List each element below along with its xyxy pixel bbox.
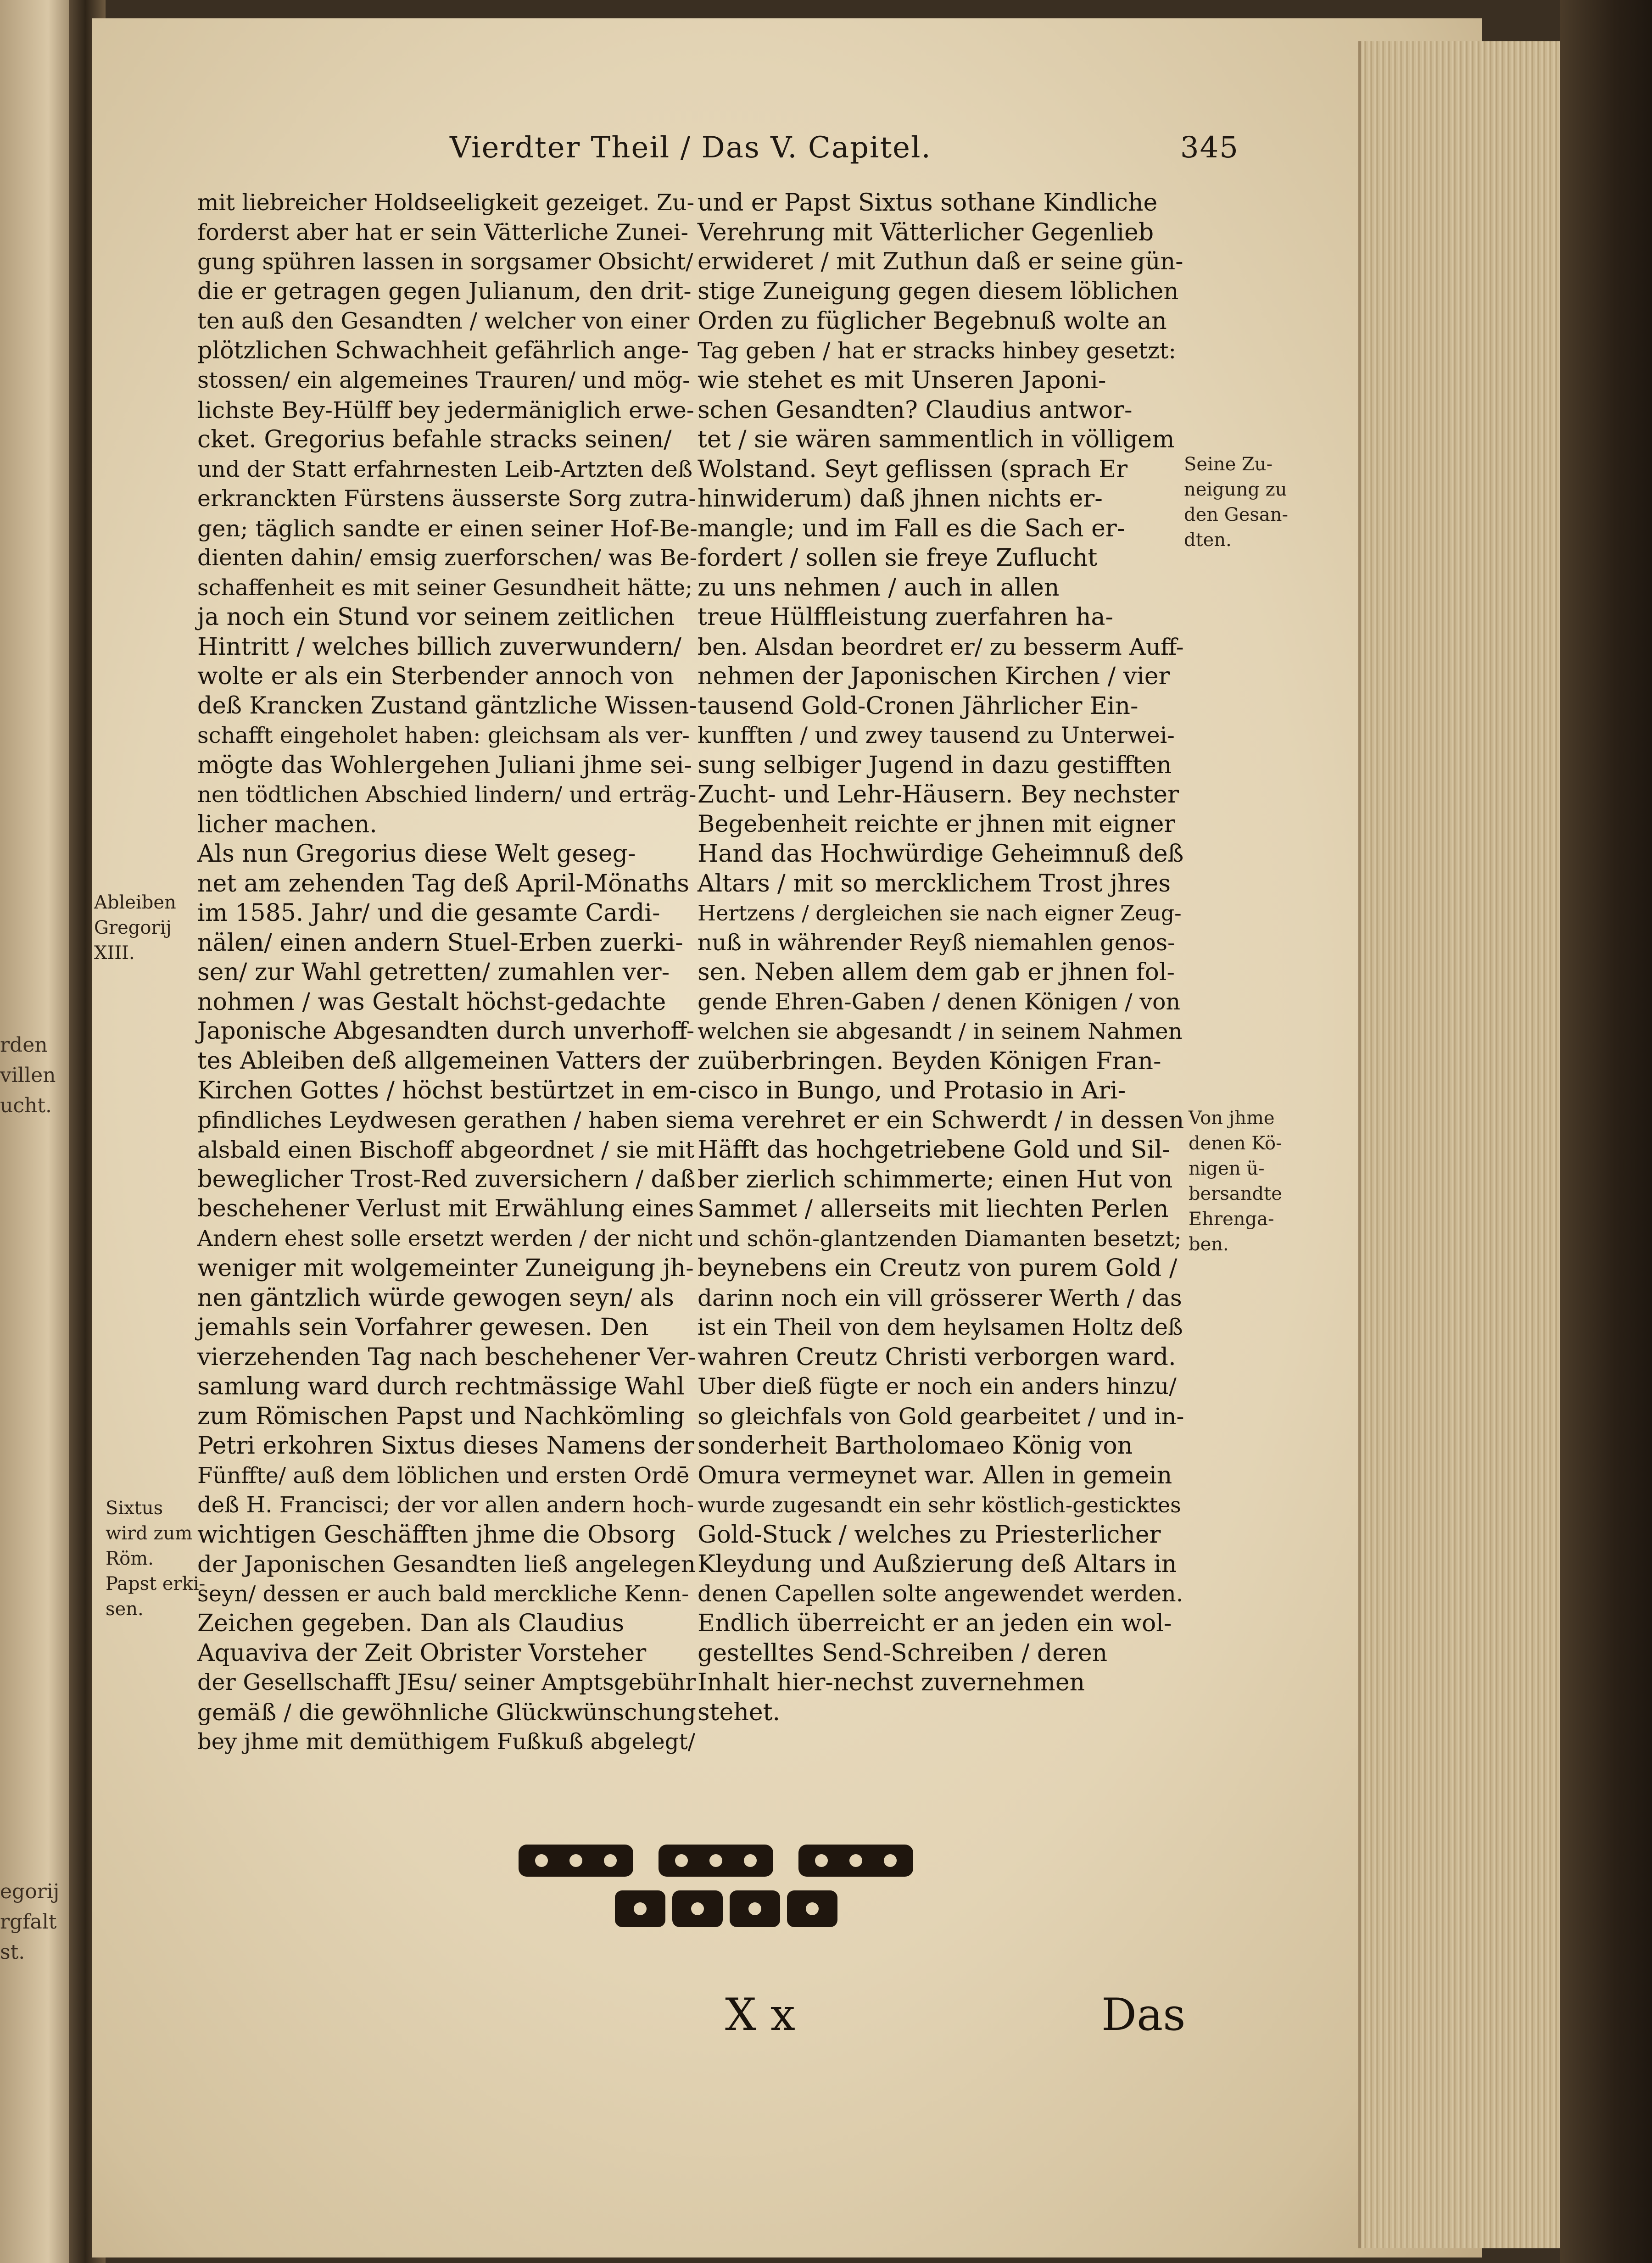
text-line: ben. Alsdan beordret er/ zu besserm Auff- bbox=[698, 633, 1184, 660]
text-line: forderst aber hat er sein Vätterliche Zunei- bbox=[197, 219, 689, 245]
text-line: Petri erkohren Sixtus dieses Namens der bbox=[197, 1432, 694, 1460]
text-line: sung selbiger Jugend in dazu gestifften bbox=[698, 751, 1172, 779]
text-line: stige Zuneigung gegen diesem löblichen bbox=[698, 278, 1179, 305]
text-line: nen gäntzlich würde gewogen seyn/ als bbox=[197, 1284, 674, 1312]
text-line: wurde zugesandt ein sehr köstlich-gesticktes bbox=[698, 1493, 1181, 1517]
text-line: wolte er als ein Sterbender annoch von bbox=[197, 663, 674, 690]
text-line: cisco in Bungo, und Protasio in Ari- bbox=[698, 1077, 1126, 1104]
text-line: tausend Gold-Cronen Jährlicher Ein- bbox=[698, 692, 1139, 720]
text-line: net am zehenden Tag deß April-Mönaths bbox=[197, 870, 689, 897]
text-line: weniger mit wolgemeinter Zuneigung jh- bbox=[197, 1254, 694, 1282]
text-line: cket. Gregorius befahle stracks seinen/ bbox=[197, 426, 672, 453]
page-number: 345 bbox=[1180, 131, 1239, 165]
text-line: Andern ehest solle ersetzt werden / der nicht bbox=[197, 1226, 693, 1251]
facing-page-margin-fragment: egorij rgfalt st. bbox=[0, 1880, 60, 1964]
text-line: und schön-glantzenden Diamanten besetzt; bbox=[698, 1226, 1182, 1252]
text-line: fordert / sollen sie freye Zuflucht bbox=[698, 544, 1098, 572]
facing-page-margin-fragment: rden villen ucht. bbox=[0, 1033, 56, 1117]
text-line: stehet. bbox=[698, 1698, 781, 1726]
text-line: bey jhme mit demüthigem Fußkuß abgelegt/ bbox=[197, 1729, 695, 1755]
text-line: seyn/ dessen er auch bald merckliche Kenn- bbox=[197, 1581, 689, 1607]
running-header bbox=[450, 131, 1239, 172]
text-line: Tag geben / hat er stracks hinbey gesetzt: bbox=[698, 337, 1176, 364]
text-line: zum Römischen Papst und Nachkömling bbox=[197, 1402, 685, 1430]
text-line: denen Capellen solte angewendet werden. bbox=[698, 1580, 1183, 1607]
text-line: licher machen. bbox=[197, 810, 377, 838]
text-line: Hintritt / welches billich zuverwundern/ bbox=[197, 633, 682, 661]
text-line: nohmen / was Gestalt höchst-gedachte bbox=[197, 988, 666, 1016]
text-line: Altars / mit so mercklichem Trost jhres bbox=[698, 870, 1171, 897]
text-line: Kleydung und Außzierung deß Altars in bbox=[698, 1550, 1177, 1578]
text-line: so gleichfals von Gold gearbeitet / und in- bbox=[698, 1403, 1184, 1430]
text-line: Häfft das hochgetriebene Gold und Sil- bbox=[698, 1136, 1171, 1164]
text-line: treue Hülffleistung zuerfahren ha- bbox=[698, 603, 1114, 631]
margin-note-ableiben: Ableiben Gregorij XIII. bbox=[94, 892, 176, 964]
text-line: lichste Bey-Hülff bey jedermäniglich erwe- bbox=[197, 396, 694, 424]
text-line: Begebenheit reichte er jhnen mit eigner bbox=[698, 810, 1175, 838]
text-line: mit liebreicher Holdseeligkeit gezeiget. Zu- bbox=[197, 190, 695, 216]
catchword: Das bbox=[1101, 1989, 1186, 2040]
text-column-left bbox=[197, 188, 698, 1757]
text-line: Sammet / allerseits mit liechten Perlen bbox=[698, 1195, 1169, 1223]
text-line: hinwiderum) daß jhnen nichts er- bbox=[698, 485, 1103, 513]
text-line: Fünffte/ auß dem löblichen und ersten Ordē bbox=[197, 1462, 690, 1488]
text-line: ma verehret er ein Schwerdt / in dessen bbox=[698, 1106, 1184, 1134]
text-line: Endlich überreicht er an jeden ein wol- bbox=[698, 1610, 1172, 1637]
text-line: Uber dieß fügte er noch ein anders hinzu/ bbox=[698, 1373, 1177, 1399]
text-line: mögte das Wohlergehen Juliani jhme sei- bbox=[197, 751, 692, 779]
text-line: die er getragen gegen Julianum, den drit- bbox=[197, 278, 692, 305]
text-line: darinn noch ein vill grösserer Werth / das bbox=[698, 1284, 1182, 1311]
text-line: Aquaviva der Zeit Obrister Vorsteher bbox=[197, 1639, 647, 1667]
text-line: tet / sie wären sammentlich in völligem bbox=[698, 426, 1175, 453]
text-line: gung spühren lassen in sorgsamer Obsicht/ bbox=[197, 249, 693, 275]
text-line: Inhalt hier-nechst zuvernehmen bbox=[698, 1669, 1085, 1696]
margin-note-zuneigung: Seine Zu- neigung zu den Gesan- dten. bbox=[1184, 454, 1289, 551]
text-line: Hand das Hochwürdige Geheimnuß deß bbox=[698, 840, 1184, 868]
text-line: gende Ehren-Gaben / denen Königen / von bbox=[698, 988, 1181, 1015]
text-line: welchen sie abgesandt / in seinem Nahmen bbox=[698, 1019, 1183, 1044]
text-line: tes Ableiben deß allgemeinen Vatters der bbox=[197, 1047, 689, 1075]
text-line: vierzehenden Tag nach beschehener Ver- bbox=[197, 1343, 696, 1371]
text-line: samlung ward durch rechtmässige Wahl bbox=[197, 1373, 685, 1400]
text-line: Kirchen Gottes / höchst bestürtzet in em- bbox=[197, 1077, 697, 1104]
text-line: deß Krancken Zustand gäntzliche Wissen- bbox=[197, 692, 697, 719]
text-line: Zeichen gegeben. Dan als Claudius bbox=[197, 1610, 625, 1637]
text-line: nehmen der Japonischen Kirchen / vier bbox=[698, 663, 1170, 690]
margin-note-ehrengaben: Von jhme denen Kö- nigen ü- bersandte Ehrenga- ben. bbox=[1189, 1108, 1282, 1255]
text-line: ja noch ein Stund vor seinem zeitlichen bbox=[197, 603, 675, 631]
text-line: Gold-Stuck / welches zu Priesterlicher bbox=[698, 1521, 1161, 1549]
text-line: nuß in währender Reyß niemahlen genos- bbox=[698, 929, 1175, 956]
text-line: sen. Neben allem dem gab er jhnen fol- bbox=[698, 959, 1175, 986]
text-line: der Gesellschafft JEsu/ seiner Amptsgebühr bbox=[197, 1669, 696, 1695]
text-line: pfindliches Leydwesen gerathen / haben sie bbox=[197, 1107, 698, 1133]
text-line: Hertzens / dergleichen sie nach eigner Zeug- bbox=[698, 901, 1182, 925]
text-line: beweglicher Trost-Red zuversichern / daß bbox=[197, 1165, 696, 1193]
running-title: Vierdter Theil / Das V. Capitel. bbox=[450, 131, 932, 165]
signature-mark: X x bbox=[725, 1989, 795, 2040]
text-line: Wolstand. Seyt geflissen (sprach Er bbox=[698, 455, 1128, 483]
text-line: nen tödtlichen Abschied lindern/ und erträg- bbox=[197, 782, 697, 808]
text-line: gestelltes Send-Schreiben / deren bbox=[698, 1639, 1108, 1667]
text-line: Japonische Abgesandten durch unverhoff- bbox=[197, 1018, 695, 1045]
text-line: jemahls sein Vorfahrer gewesen. Den bbox=[197, 1314, 649, 1341]
text-line: mangle; und im Fall es die Sach er- bbox=[698, 514, 1125, 542]
text-line: gemäß / die gewöhnliche Glückwünschung bbox=[197, 1699, 696, 1726]
text-line: erwideret / mit Zuthun daß er seine gün- bbox=[698, 248, 1183, 275]
text-line: dienten dahin/ emsig zuerforschen/ was Be- bbox=[197, 545, 698, 571]
text-line: schen Gesandten? Claudius antwor- bbox=[698, 396, 1133, 424]
text-line: der Japonischen Gesandten ließ angelegen bbox=[197, 1551, 696, 1577]
text-line: wichtigen Geschäfften jhme die Obsorg bbox=[197, 1521, 676, 1549]
text-line: ist ein Theil von dem heylsamen Holtz deß bbox=[698, 1314, 1183, 1340]
text-line: Als nun Gregorius diese Welt geseg- bbox=[197, 840, 636, 868]
text-line: schaffenheit es mit seiner Gesundheit hätte; bbox=[197, 574, 693, 601]
text-line: ten auß den Gesandten / welcher von einer bbox=[197, 308, 690, 334]
text-line: sen/ zur Wahl getretten/ zumahlen ver- bbox=[197, 959, 670, 986]
printers-ornament bbox=[514, 1840, 918, 1932]
text-line: wie stehet es mit Unseren Japoni- bbox=[698, 367, 1106, 394]
book-binding bbox=[1560, 0, 1652, 2263]
text-line: sonderheit Bartholomaeo König von bbox=[698, 1432, 1133, 1460]
text-line: deß H. Francisci; der vor allen andern hoch- bbox=[197, 1492, 694, 1518]
page-stack-edges bbox=[1358, 41, 1572, 2248]
text-line: Omura vermeynet war. Allen in gemein bbox=[698, 1461, 1172, 1489]
text-line: beynebens ein Creutz von purem Gold / bbox=[698, 1254, 1178, 1282]
text-line: schafft eingeholet haben: gleichsam als ver- bbox=[197, 723, 690, 748]
text-line: nälen/ einen andern Stuel-Erben zuerki- bbox=[197, 929, 683, 957]
text-line: zu uns nehmen / auch in allen bbox=[698, 574, 1060, 602]
text-line: alsbald einen Bischoff abgeordnet / sie mit bbox=[197, 1137, 695, 1163]
margin-note-sixtus: Sixtus wird zum Röm. Papst erki- sen. bbox=[106, 1498, 206, 1620]
text-line: gen; täglich sandte er einen seiner Hof-Be- bbox=[197, 515, 698, 542]
text-line: wahren Creutz Christi verborgen ward. bbox=[698, 1343, 1176, 1371]
text-line: Zucht- und Lehr-Häusern. Bey nechster bbox=[698, 781, 1179, 808]
text-line: ber zierlich schimmerte; einen Hut von bbox=[698, 1165, 1173, 1193]
text-line: Verehrung mit Vätterlicher Gegenlieb bbox=[698, 218, 1154, 246]
text-line: im 1585. Jahr/ und die gesamte Cardi- bbox=[197, 899, 660, 927]
text-line: beschehener Verlust mit Erwählung eines bbox=[197, 1195, 694, 1222]
text-line: und der Statt erfahrnesten Leib-Artzten deß bbox=[197, 456, 693, 482]
text-line: plötzlichen Schwachheit gefährlich ange- bbox=[197, 337, 689, 364]
text-line: stossen/ ein algemeines Trauren/ und mög- bbox=[197, 367, 690, 393]
text-line: erkranckten Fürstens äusserste Sorg zutra- bbox=[197, 485, 696, 512]
text-column-right bbox=[698, 188, 1184, 1727]
text-line: kunfften / und zwey tausend zu Unterwei- bbox=[698, 722, 1175, 748]
text-line: zuüberbringen. Beyden Königen Fran- bbox=[698, 1047, 1161, 1075]
text-line: Orden zu füglicher Begebnuß wolte an bbox=[698, 307, 1167, 335]
text-line: und er Papst Sixtus sothane Kindliche bbox=[698, 189, 1158, 217]
